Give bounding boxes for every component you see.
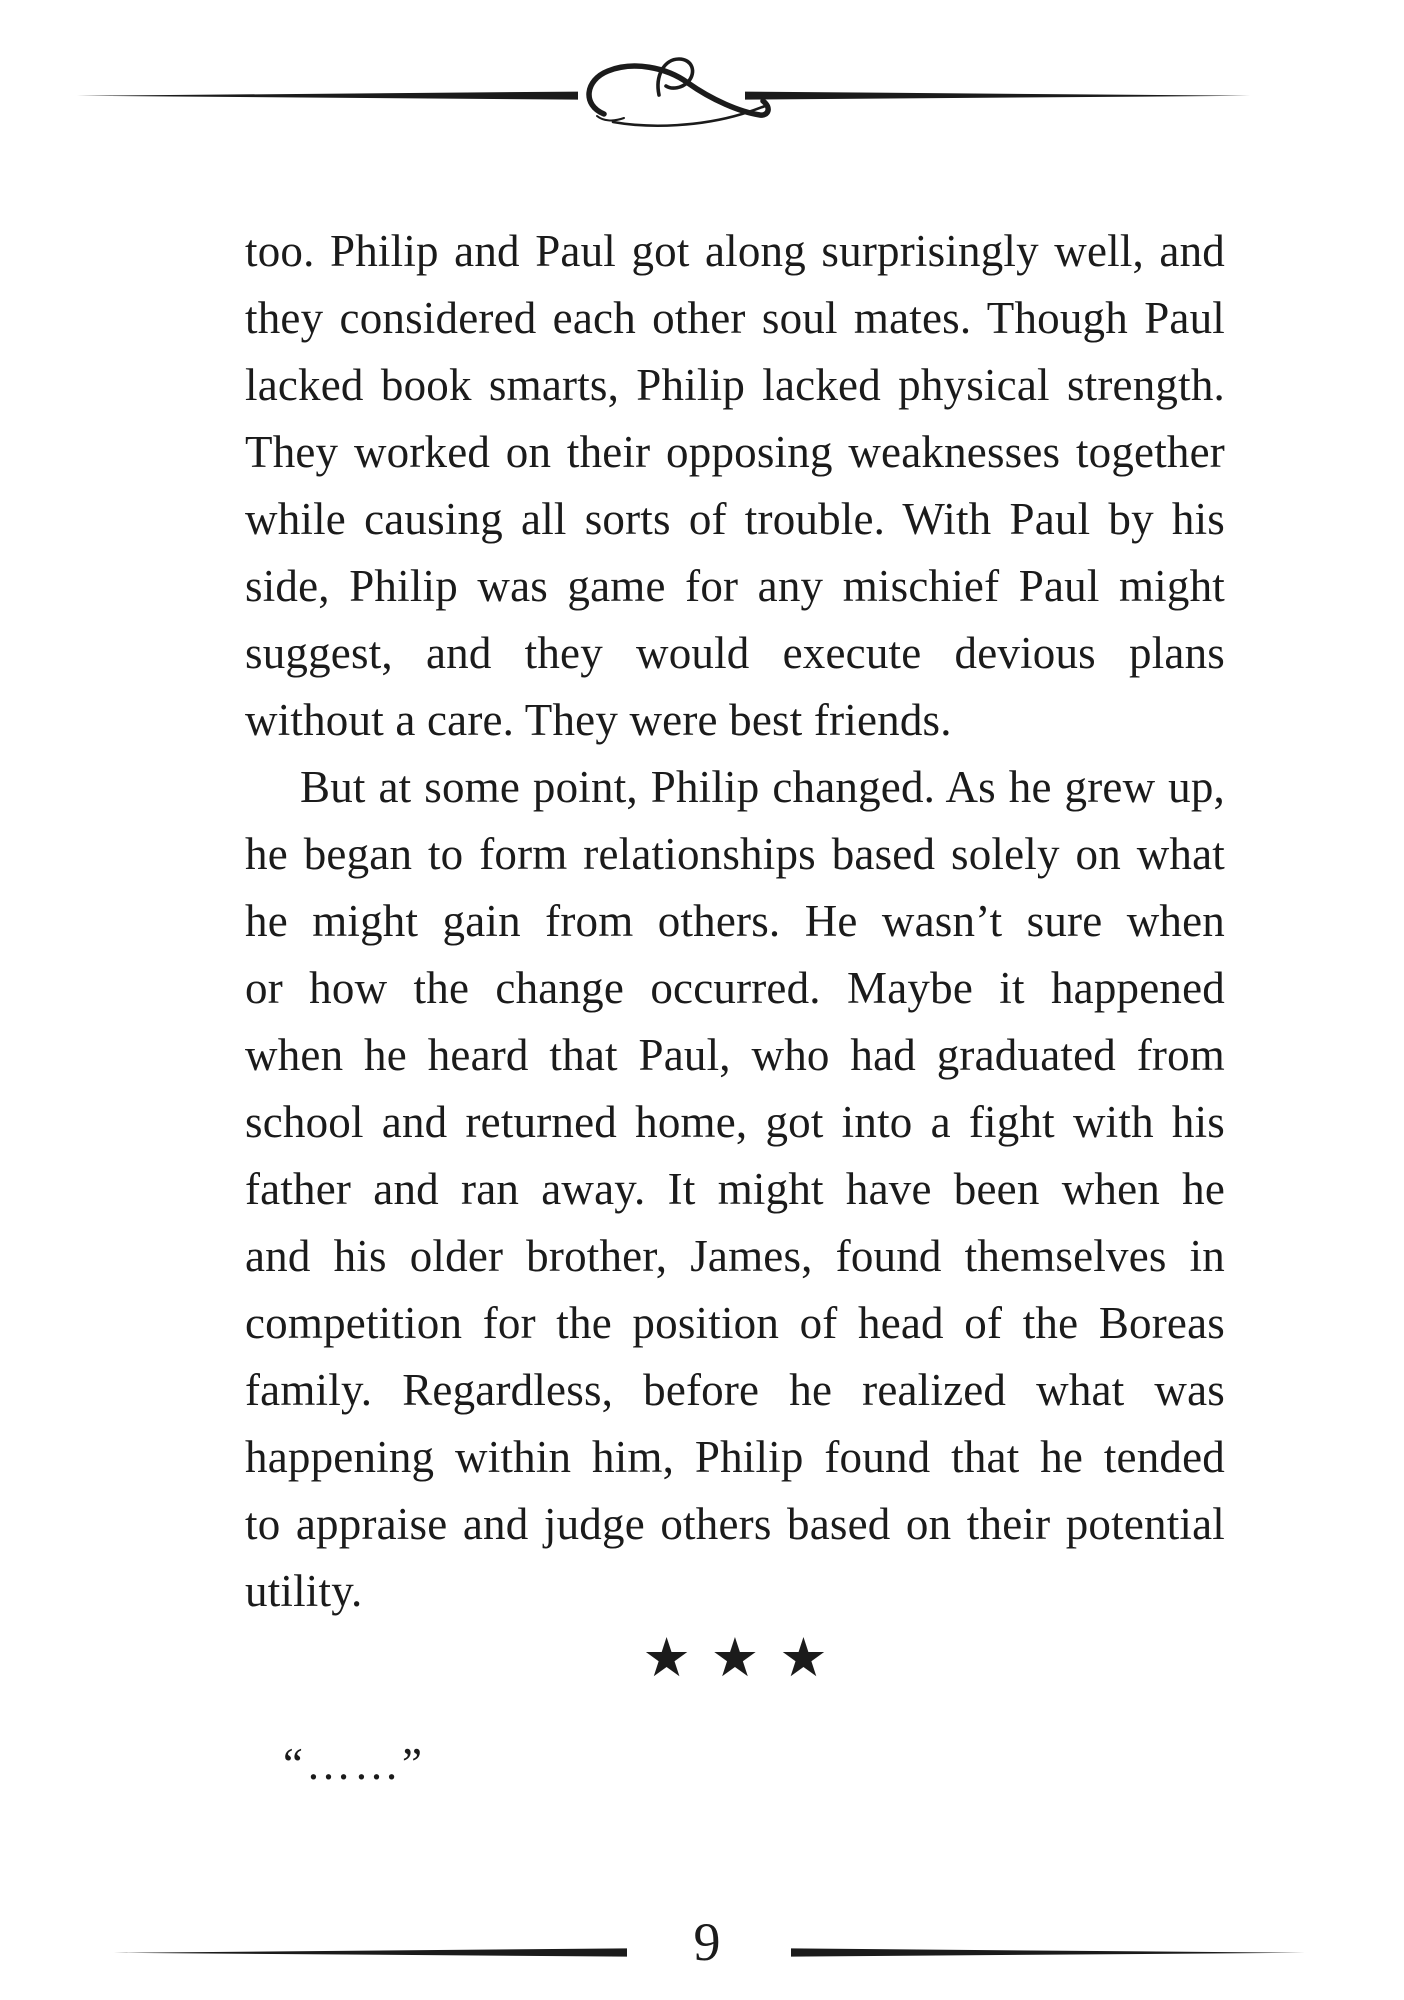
text-line: They worked on their opposing weaknesses together xyxy=(245,427,1225,477)
text-line: side, Philip was game for any mischief Paul might xyxy=(245,561,1225,611)
header-rule-right xyxy=(745,92,1250,100)
scene-break-stars xyxy=(245,1620,1225,1696)
text-line: happening within him, Philip found that he tended xyxy=(245,1432,1225,1482)
page-number: 9 xyxy=(693,1912,721,1972)
flourish-icon xyxy=(589,59,768,126)
star-icon: ★ xyxy=(779,1628,828,1688)
text-line: he might gain from others. He wasn’t sure when xyxy=(245,896,1225,946)
footer-rule-right xyxy=(791,1948,1305,1956)
text-line: he began to form relationships based solely on what xyxy=(245,829,1225,879)
text-line: when he heard that Paul, who had graduated from xyxy=(245,1030,1225,1080)
text-line: without a care. They were best friends. xyxy=(245,695,952,745)
text-line: family. Regardless, before he realized what was xyxy=(245,1365,1225,1415)
text-line: while causing all sorts of trouble. With Paul by his xyxy=(245,494,1225,544)
text-line: too. Philip and Paul got along surprisingly well, and xyxy=(245,226,1225,276)
text-line: father and ran away. It might have been when he xyxy=(245,1164,1225,1214)
text-line: school and returned home, got into a fight with his xyxy=(245,1097,1225,1147)
dialogue-line: “……” xyxy=(283,1739,425,1789)
header-flourish-ornament xyxy=(0,0,1404,170)
text-line: to appraise and judge others based on their potential xyxy=(245,1499,1225,1549)
star-icon: ★ xyxy=(710,1628,760,1688)
text-line: But at some point, Philip changed. As he grew up, xyxy=(300,762,1225,812)
text-line: competition for the position of head of the Boreas xyxy=(245,1298,1225,1348)
text-line: lacked book smarts, Philip lacked physical strength. xyxy=(245,360,1225,410)
footer-rule-left xyxy=(114,1948,627,1956)
body-text xyxy=(245,218,1225,1625)
text-line: or how the change occurred. Maybe it happened xyxy=(245,963,1225,1013)
header-rule-left xyxy=(77,92,578,100)
text-line: suggest, and they would execute devious plans xyxy=(245,628,1225,678)
star-icon: ★ xyxy=(642,1628,691,1688)
text-line: utility. xyxy=(245,1566,363,1616)
text-line: they considered each other soul mates. Though Paul xyxy=(245,293,1225,343)
text-line: and his older brother, James, found themselves in xyxy=(245,1231,1225,1281)
